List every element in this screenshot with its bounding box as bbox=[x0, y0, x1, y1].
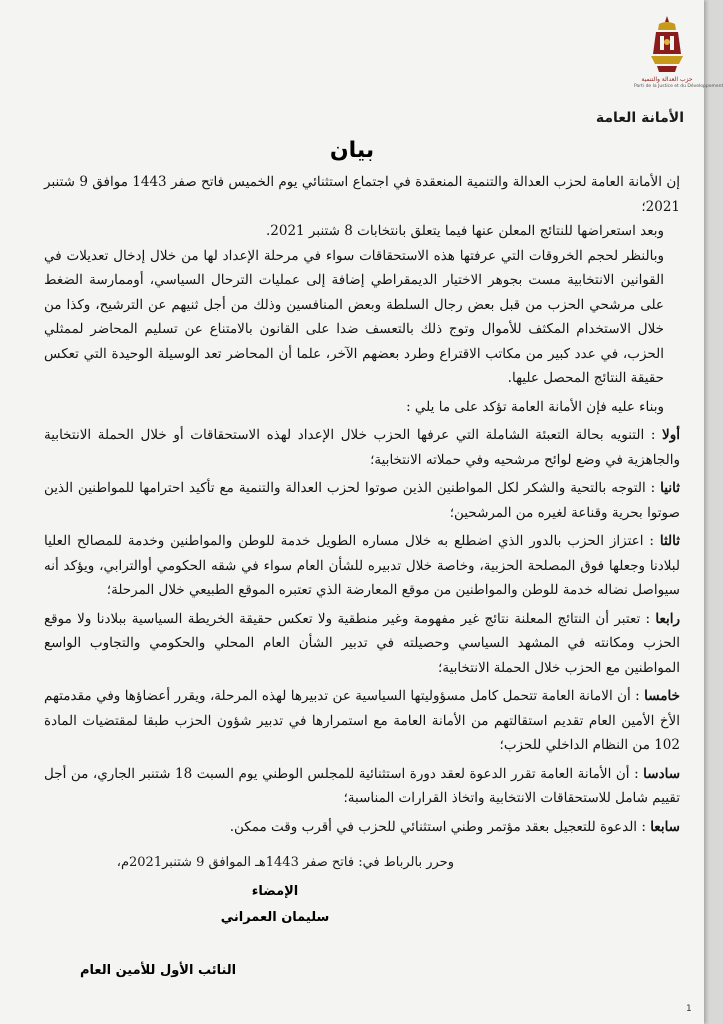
based-on-paragraph: وبناء عليه فإن الأمانة العامة تؤكد على ما يلي : bbox=[406, 398, 664, 415]
considering-paragraph: وبالنظر لحجم الخروقات التي عرفتها هذه الاستحقاقات سواء في مرحلة الإعداد لها من خلال إدخال تعديلات في القوانين الانتخابية مست بجوهر الاختيار الديمقراطي إضافة إلى عمليات الترحال السياسي، أوممارسة الضغط على مرشحي الحزب من قبل بعض رجال السلطة وبعض المنافسين وذلك من أجل ثنيهم عن الترشيح، وكذا من خلال الاستخدام المكثف للأموال وتوج ذلك بالتعسف ضدا على القانون بالامتناع عن تسليم المحاضر لممثلي الحزب، في عدد كبير من مكاتب الاقتراع وطرد بعضهم الآخر، علما أن المحاضر تعد الوسيلة الوحيدة التي تعكس حقيقة النتائج المحصل عليها. bbox=[44, 247, 664, 386]
point-label: أولا bbox=[662, 427, 680, 443]
point-item bbox=[44, 607, 680, 681]
point-text: : أن الأمانة العامة تقرر الدعوة لعقد دورة استثنائية للمجلس الوطني يوم السبت 18 شتنبر الجاري، من أجل تقييم شامل للاستحقاقات الانتخابية واتخاذ القرارات المناسبة؛ bbox=[44, 765, 680, 806]
point-item bbox=[44, 684, 680, 758]
statement-body bbox=[44, 170, 680, 839]
intro-paragraph: إن الأمانة العامة لحزب العدالة والتنمية المنعقدة في اجتماع استثنائي يوم الخميس فاتح صفر 1443 موافق 9 شتنبر 2021؛ bbox=[44, 174, 680, 215]
signature-label: الإمضاء bbox=[251, 884, 299, 899]
point-item bbox=[44, 529, 680, 603]
point-item bbox=[44, 762, 680, 811]
point-text: : التوجه بالتحية والشكر لكل المواطنين الذين صوتوا لحزب العدالة والتنمية مع تأكيد احترامها للمواطنين الذين صوتوا بحرية وقناعة لغيره من المرشحين؛ bbox=[44, 480, 680, 521]
point-label: ثالثا bbox=[659, 533, 680, 549]
secretariat-heading: الأمانة العامة bbox=[595, 110, 684, 126]
signatory-name: سليمان العمراني bbox=[220, 910, 330, 925]
point-label: سابعا bbox=[650, 818, 680, 835]
logo-text-arabic: حزب العدالة والتنمية bbox=[641, 76, 693, 83]
party-logo bbox=[634, 14, 723, 106]
statement-title: بيان bbox=[329, 138, 375, 163]
point-item bbox=[44, 815, 680, 840]
page-number: 1 bbox=[686, 1004, 692, 1014]
point-text: : تعتبر أن النتائج المعلنة نتائج غير مفهومة وغير منطقية ولا تعكس حقيقة الخريطة السياسية ببلادنا ولا موقع الحزب ومكانته في المشهد السياسي وحصيلته في تدبير الشأن العام المحلي والحكومي والتجاوب الواسع المواطنين مع الحزب خلال الحملة الانتخابية؛ bbox=[44, 610, 680, 676]
point-text: : التنويه بحالة التعبئة الشاملة التي عرفها الحزب خلال الإعداد لهذه الاستحقاقات أو خلال الحملة الانتخابية والجاهزية في وضع لوائح مرشحيه وفي حملاته الانتخابية؛ bbox=[44, 427, 680, 468]
point-text: : الدعوة للتعجيل بعقد مؤتمر وطني استثنائي للحزب في أقرب وقت ممكن. bbox=[229, 818, 651, 835]
logo-text-french: Parti de la Justice et du Développement bbox=[634, 84, 723, 89]
point-label: ثانيا bbox=[660, 480, 680, 496]
place-and-date: وحرر بالرباط في: فاتح صفر 1443هـ الموافق 9 شتنبر2021م، bbox=[116, 855, 454, 870]
point-item bbox=[44, 476, 680, 525]
lantern-icon bbox=[645, 14, 689, 76]
signatory-role: النائب الأول للأمين العام bbox=[80, 963, 237, 978]
point-label: رابعا bbox=[655, 610, 680, 627]
point-label: خامسا bbox=[644, 688, 680, 704]
point-text: : اعتزاز الحزب بالدور الذي اضطلع به خلال مساره الطويل خدمة للوطن والمواطنين وخدمة للمصالح العليا لبلادنا وجعلها فوق المصلحة الحزبية، وخاصة خلال تدبيره للشأن العام سواء في شقه الحكومي أوالترابي، ويؤكد أنه سيواصل نضاله خدمة للوطن والمواطنين من موقع المعارضة الذي تعتبره الموقع الطبيعي خلال المرحلة؛ bbox=[44, 533, 680, 598]
point-text: : أن الامانة العامة تتحمل كامل مسؤوليتها السياسية عن تدبيرها لهذه المرحلة، ويقرر أعضاؤها وفي مقدمتهم الأخ الأمين العام تقديم استقالتهم من الأمانة العامة مع استمرارها في تدبير شؤون الحزب طبقا لمقتضيات المادة 102 من النظام الداخلي للحزب؛ bbox=[44, 688, 680, 753]
review-paragraph: وبعد استعراضها للنتائج المعلن عنها فيما يتعلق بانتخابات 8 شتنبر 2021. bbox=[265, 223, 664, 239]
point-item bbox=[44, 423, 680, 472]
point-label: سادسا bbox=[643, 765, 681, 782]
